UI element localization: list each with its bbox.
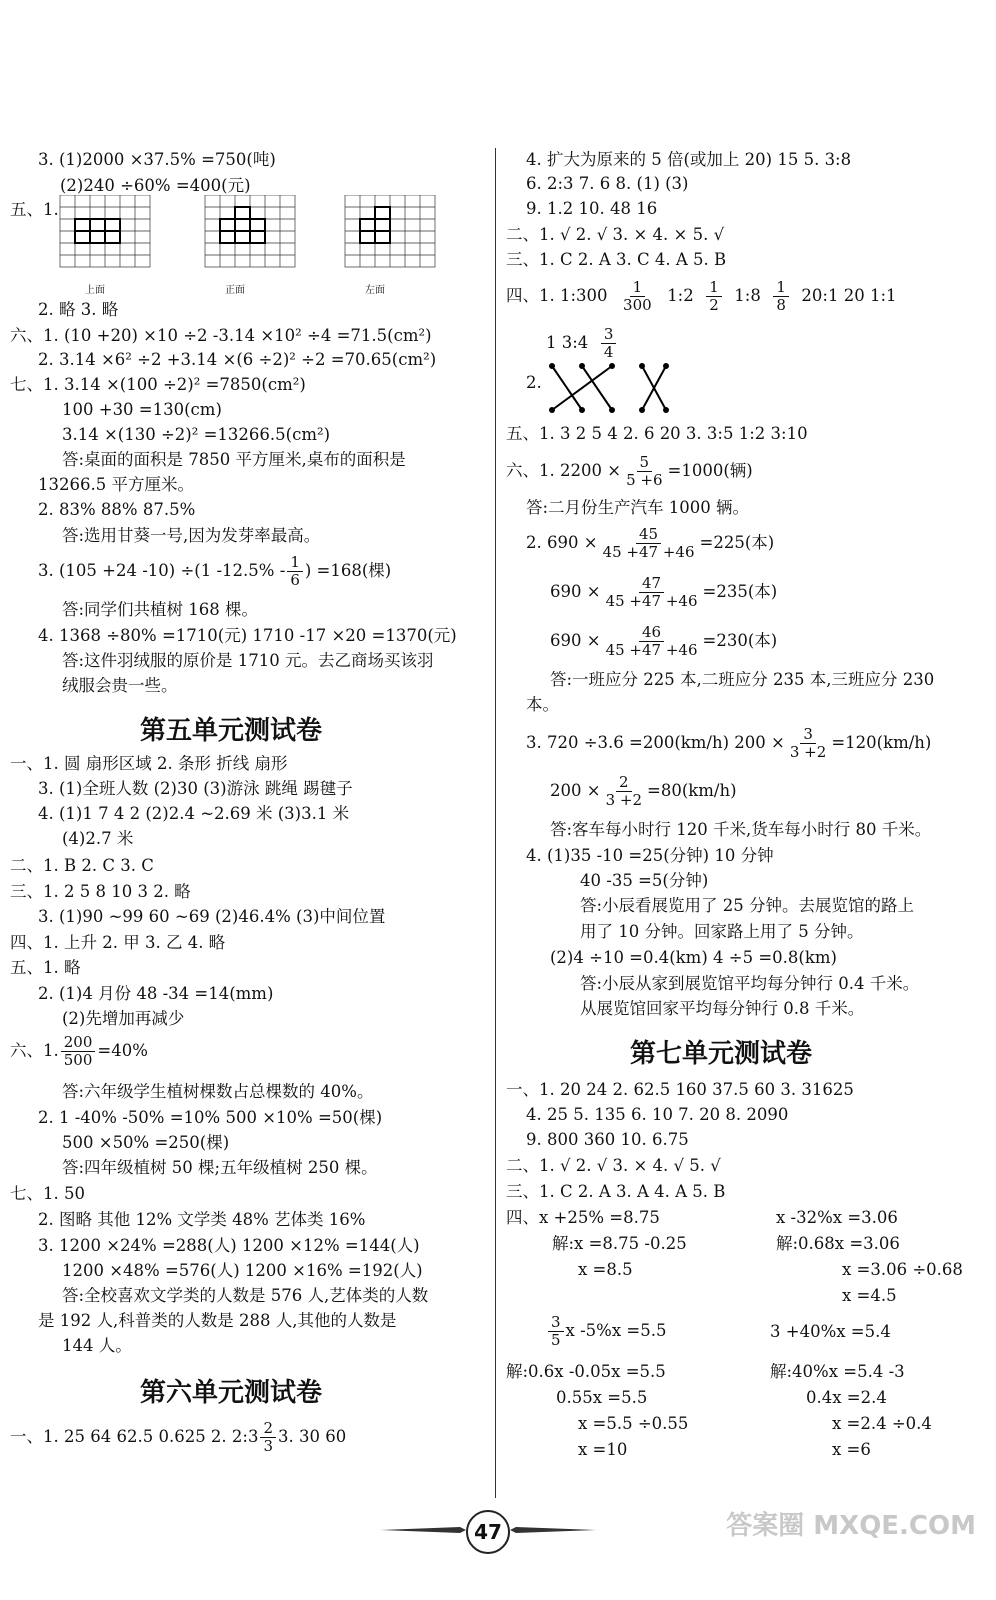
- answer-line: 答:小辰看展览用了 25 分钟。去展览馆的路上: [580, 896, 915, 915]
- expr-part: 1:8: [734, 286, 761, 305]
- expr-part: =120(km/h): [831, 733, 932, 752]
- fraction: [603, 624, 701, 659]
- numerator: 3: [548, 1314, 564, 1332]
- answer-line: 4. 25 5. 135 6. 10 7. 20 8. 2090: [526, 1105, 789, 1124]
- answer-line: 9. 1.2 10. 48 16: [526, 199, 658, 218]
- answer-line: 3. (1)2000 ×37.5% =750(吨): [38, 150, 276, 169]
- expr-part: =230(本): [702, 631, 778, 650]
- answer-line: 本。: [526, 695, 559, 714]
- answer-line: 3. (1)全班人数 (2)30 (3)游泳 跳绳 踢毽子: [38, 779, 353, 798]
- numerator: 46: [639, 624, 664, 642]
- answer-line-fraction: [10, 1420, 346, 1455]
- answer-line: 3. 1200 ×24% =288(人) 1200 ×12% =144(人): [38, 1236, 420, 1255]
- watermark-logo: 答案圈 MXQE.COM: [726, 1511, 976, 1541]
- denominator: 45 +47 +46: [602, 543, 695, 561]
- answer-line-fraction: [10, 1034, 148, 1069]
- answer-line-fraction: [506, 452, 753, 490]
- equation-line: x -32%x =3.06: [776, 1208, 898, 1227]
- answer-line: 2. 3.14 ×6² ÷2 +3.14 ×(6 ÷2)² ÷2 =70.65(cm²): [38, 350, 437, 369]
- equation-line: 3 +40%x =5.4: [770, 1322, 891, 1341]
- equation-line: 解:x =8.75 -0.25: [552, 1234, 687, 1253]
- answer-line: 6. 2:3 7. 6 8. (1) (3): [526, 174, 689, 193]
- view-label-top: 上面: [85, 285, 105, 296]
- answer-line: 4. 扩大为原来的 5 倍(或加上 20) 15 5. 3:8: [526, 150, 852, 169]
- expr-part: 690 ×: [550, 631, 601, 650]
- expr-part: 3. 30 60: [278, 1427, 347, 1446]
- numerator: 1: [630, 279, 646, 297]
- three-views-figure: [40, 195, 470, 295]
- denominator: 4: [603, 343, 614, 361]
- equation-line: x =8.5: [578, 1260, 633, 1279]
- numerator: 1: [773, 279, 789, 297]
- answer-line: 4. 1368 ÷80% =1710(元) 1710 -17 ×20 =1370(元): [38, 626, 457, 645]
- equation-line: 解:40%x =5.4 -3: [770, 1362, 905, 1381]
- answer-line: 答:全校喜欢文学类的人数是 576 人,艺体类的人数: [62, 1286, 429, 1305]
- expr-part: 20:1 20 1:1: [801, 286, 897, 305]
- answer-line-fraction: [38, 554, 391, 589]
- answer-line: 三、1. C 2. A 3. A 4. A 5. B: [506, 1182, 726, 1201]
- equation-line: x =3.06 ÷0.68: [842, 1260, 963, 1279]
- equation-line-fraction: [546, 1312, 666, 1350]
- answer-line: 2. (1)4 月份 48 -34 =14(mm): [38, 984, 274, 1003]
- footer-ornament-left: [380, 1525, 466, 1535]
- answer-line: 绒服会贵一些。: [62, 676, 178, 695]
- answer-line: 五、1. 3 2 5 4 2. 6 20 3. 3:5 1:2 3:10: [506, 424, 808, 443]
- answer-line: 七、1. 50: [10, 1184, 85, 1203]
- fraction: [603, 575, 701, 610]
- denominator: 3 +2: [605, 791, 643, 809]
- answer-line: 三、1. C 2. A 3. C 4. A 5. B: [506, 250, 727, 269]
- denominator: 3: [263, 1437, 274, 1455]
- expr-part: =40%: [97, 1041, 148, 1060]
- denominator: 45 +47 +46: [605, 641, 698, 659]
- fraction: [61, 1034, 96, 1069]
- answer-line-fraction: [550, 573, 777, 611]
- equation-line: 解:0.68x =3.06: [776, 1234, 900, 1253]
- answer-line: 答:客车每小时行 120 千米,货车每小时行 80 千米。: [550, 820, 932, 839]
- fraction: [287, 554, 303, 589]
- answer-line: 2. 图略 其他 12% 文学类 48% 艺体类 16%: [38, 1210, 366, 1229]
- expr-part: 3. 720 ÷3.6 =200(km/h) 200 ×: [526, 733, 785, 752]
- answer-line: 答:一班应分 225 本,二班应分 235 本,三班应分 230: [550, 670, 935, 689]
- expr-part: 六、1. 2200 ×: [506, 461, 622, 480]
- answer-line: 二、1. B 2. C 3. C: [10, 856, 154, 875]
- equation-line: 解:0.6x -0.05x =5.5: [506, 1362, 666, 1381]
- answer-line-fraction: [526, 724, 931, 762]
- answer-line: 是 192 人,科普类的人数是 288 人,其他的人数是: [38, 1311, 397, 1330]
- denominator: 8: [776, 296, 786, 314]
- answer-line: 答:桌面的面积是 7850 平方厘米,桌布的面积是: [62, 450, 406, 469]
- answer-line: 4. (1)35 -10 =25(分钟) 10 分钟: [526, 846, 774, 865]
- top-view-grid: [60, 195, 150, 267]
- expr-part: =80(km/h): [647, 781, 737, 800]
- denominator: 5: [551, 1331, 561, 1349]
- denominator: 500: [63, 1051, 93, 1069]
- answer-line: 从展览馆回家平均每分钟行 0.8 千米。: [580, 999, 865, 1018]
- answer-line: 4. (1)1 7 4 2 (2)2.4 ~2.69 米 (3)3.1 米: [38, 804, 350, 823]
- expr-part: 一、1. 25 64 62.5 0.625 2. 2:3: [10, 1427, 259, 1446]
- numerator: 5: [637, 454, 653, 472]
- answer-line: 七、1. 3.14 ×(100 ÷2)² =7850(cm²): [10, 375, 306, 394]
- expr-part: =225(本): [699, 533, 775, 552]
- answer-line: 答:二月份生产汽车 1000 辆。: [526, 498, 750, 517]
- answer-line: 二、1. √ 2. √ 3. × 4. × 5. √: [506, 225, 725, 244]
- answer-line: 3.14 ×(130 ÷2)² =13266.5(cm²): [62, 425, 331, 444]
- denominator: 3 +2: [789, 743, 827, 761]
- numerator: 1: [706, 279, 722, 297]
- answer-line: 13266.5 平方厘米。: [38, 475, 194, 494]
- equation-line: x =2.4 ÷0.4: [832, 1414, 932, 1433]
- expr-part: =1000(辆): [667, 461, 753, 480]
- expr-part: =235(本): [702, 582, 778, 601]
- numerator: 45: [636, 526, 661, 544]
- answer-line: 9. 800 360 10. 6.75: [526, 1130, 689, 1149]
- equation-line: 0.55x =5.5: [556, 1388, 648, 1407]
- numerator: 200: [61, 1034, 96, 1052]
- expr-part: ) =168(棵): [304, 561, 392, 580]
- numerator: 3: [601, 326, 617, 344]
- denominator: 5 +6: [626, 471, 663, 489]
- equation-line: x =5.5 ÷0.55: [578, 1414, 689, 1433]
- fraction: [600, 526, 698, 561]
- denominator: 2: [709, 296, 719, 314]
- fraction: [603, 774, 645, 809]
- view-label-front: 正面: [225, 285, 245, 296]
- answer-line: 100 +30 =130(cm): [62, 400, 222, 419]
- numerator: 2: [260, 1420, 276, 1438]
- expr-part: x -5%x =5.5: [565, 1321, 667, 1340]
- answer-line-fraction: [526, 524, 774, 562]
- answer-line: (2)240 ÷60% =400(元): [60, 176, 251, 195]
- page-number: 47: [466, 1510, 510, 1554]
- unit-5-heading: 第五单元测试卷: [140, 716, 323, 746]
- numerator: 47: [639, 575, 664, 593]
- matching-lines-figure: [546, 360, 676, 416]
- answer-line: 答:这件羽绒服的原价是 1710 元。去乙商场买该羽: [62, 651, 434, 670]
- equation-line: x =10: [578, 1440, 628, 1459]
- answer-line: 答:同学们共植树 168 棵。: [62, 600, 259, 619]
- answer-line: 一、1. 20 24 2. 62.5 160 37.5 60 3. 31625: [506, 1080, 854, 1099]
- expr-part: 六、1.: [10, 1041, 59, 1060]
- expr-part: 2. 690 ×: [526, 533, 598, 552]
- numerator: 3: [800, 726, 816, 744]
- numerator: 2: [616, 774, 632, 792]
- fraction: [548, 1314, 564, 1349]
- answer-line: 2. 略 3. 略: [38, 300, 119, 319]
- answer-line: 500 ×50% =250(棵): [62, 1133, 230, 1152]
- fraction: [601, 326, 617, 361]
- fraction: [260, 1420, 276, 1455]
- numerator: 1: [287, 554, 303, 572]
- denominator: 45 +47 +46: [605, 592, 698, 610]
- equation-line: 0.4x =2.4: [806, 1388, 887, 1407]
- answer-line: 六、1. (10 +20) ×10 ÷2 -3.14 ×10² ÷4 =71.5(cm²): [10, 326, 432, 345]
- expr-part: 1:2: [667, 286, 694, 305]
- expr-part: 690 ×: [550, 582, 601, 601]
- answer-line: 3. (1)90 ~99 60 ~69 (2)46.4% (3)中间位置: [38, 907, 386, 926]
- answer-line: 2.: [526, 373, 542, 392]
- answer-line: 1200 ×48% =576(人) 1200 ×16% =192(人): [62, 1261, 423, 1280]
- answer-line-fraction: [550, 622, 777, 660]
- answer-line: 一、1. 圆 扇形区域 2. 条形 折线 扇形: [10, 754, 288, 773]
- answer-line: 答:四年级植树 50 棵;五年级植树 250 棵。: [62, 1158, 378, 1177]
- answer-line: 40 -35 =5(分钟): [580, 871, 709, 890]
- answer-line: 2. 83% 88% 87.5%: [38, 500, 196, 519]
- answer-line: 2. 1 -40% -50% =10% 500 ×10% =50(棵): [38, 1108, 383, 1127]
- equation-line: x =6: [832, 1440, 871, 1459]
- left-view-grid: [345, 195, 435, 267]
- answer-line: 答:六年级学生植树棵数占总棵数的 40%。: [62, 1082, 374, 1101]
- expr-part: 1 3:4: [546, 333, 589, 352]
- answer-line: (2)4 ÷10 =0.4(km) 4 ÷5 =0.8(km): [550, 948, 837, 967]
- view-label-left: 左面: [365, 285, 385, 296]
- answer-line: 用了 10 分钟。回家路上用了 5 分钟。: [580, 922, 864, 941]
- fraction: [706, 279, 722, 314]
- equation-line: x =4.5: [842, 1286, 897, 1305]
- fraction: [620, 279, 655, 314]
- equation-line: 四、x +25% =8.75: [506, 1208, 660, 1227]
- unit-6-heading: 第六单元测试卷: [140, 1378, 323, 1408]
- answer-line: (4)2.7 米: [62, 829, 134, 848]
- answer-line-fraction: [550, 772, 737, 810]
- fraction: [773, 279, 789, 314]
- column-divider: [495, 148, 496, 1498]
- expr-part: 四、1. 1:300: [506, 286, 608, 305]
- answer-line: (2)先增加再减少: [62, 1009, 185, 1028]
- answer-line-fraction: [506, 278, 897, 314]
- answer-line: 四、1. 上升 2. 甲 3. 乙 4. 略: [10, 933, 226, 952]
- denominator: 6: [290, 571, 300, 589]
- answer-line: 答:选用甘葵一号,因为发芽率最高。: [62, 526, 321, 545]
- expr-part: 200 ×: [550, 781, 601, 800]
- expr-part: 3. (105 +24 -10) ÷(1 -12.5% -: [38, 561, 286, 580]
- fraction: [787, 726, 829, 761]
- answer-line: 答:小辰从家到展览馆平均每分钟行 0.4 千米。: [580, 974, 920, 993]
- denominator: 300: [623, 296, 652, 314]
- fraction: [623, 454, 665, 489]
- answer-line: 二、1. √ 2. √ 3. × 4. √ 5. √: [506, 1156, 721, 1175]
- section-label: 五、1.: [10, 200, 59, 219]
- answer-line: 144 人。: [62, 1336, 132, 1355]
- answer-line: 三、1. 2 5 8 10 3 2. 略: [10, 882, 191, 901]
- answer-line: 五、1. 略: [10, 958, 81, 977]
- unit-7-heading: 第七单元测试卷: [630, 1039, 813, 1069]
- front-view-grid: [205, 195, 295, 267]
- answer-line-fraction: [546, 326, 618, 361]
- footer-ornament-right: [510, 1525, 596, 1535]
